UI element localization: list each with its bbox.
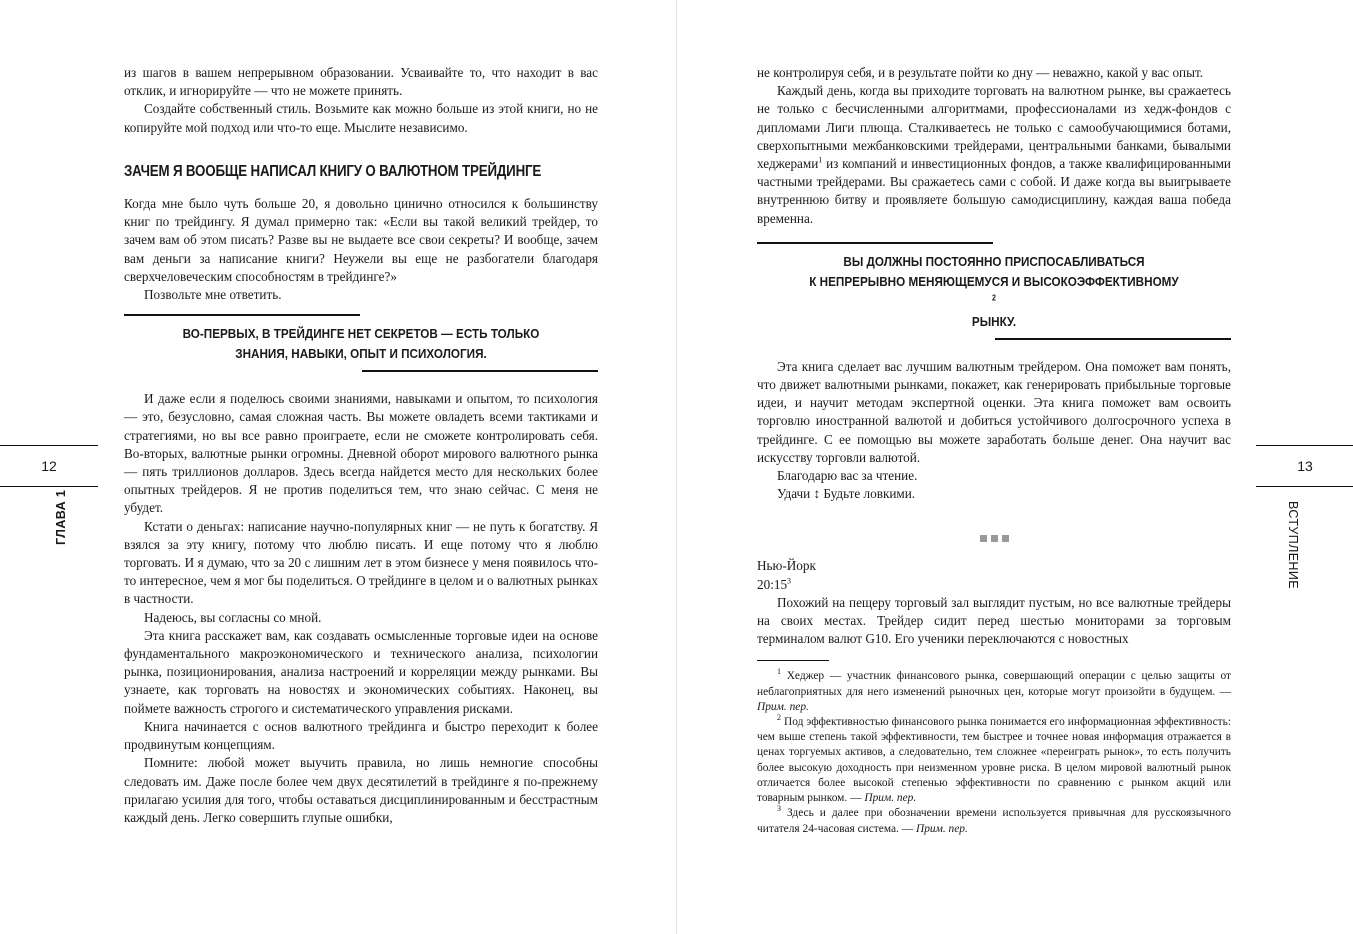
page-gutter [676,0,677,934]
footnote-rule [757,660,829,661]
right-page-text [757,64,1231,837]
left-page-number-block [0,445,98,487]
pull-quote-line: РЫНКУ. [971,313,1017,329]
paragraph: Похожий на пещеру торговый зал выглядит пустым, но все валютные трейдеры на своих местах. Трейдер сидит перед шестью мониторами за торговым терминалом валют G10. Его ученики переключаются с новостных [757,594,1231,647]
footnote: $^1$ Хеджер — участник финансового рынка, совершающий операции с целью защиты от неблагоприятных для него изменений рыночных цен, которые могут произойти в будущем. — Прим. пер. [757,667,1231,713]
pull-quote-bottom-rule [362,370,598,372]
footnote: $^3$ Здесь и далее при обозначении времени используется привычная для русскоязычного читателя 24-часовая система. — Прим. пер. [757,804,1231,835]
running-head-chapter: ГЛАВА 1 [54,489,68,545]
paragraph: Удачи ↕ Будьте ловкими. [777,486,916,502]
paragraph: Позвольте мне ответить. [144,287,282,303]
pull-quote-line: К НЕПРЕРЫВНО МЕНЯЮЩЕМУСЯ И ВЫСОКОЭФФЕКТИВНОМУ [809,273,1179,289]
left-page-text [124,64,598,827]
paragraph: Создайте собственный стиль. Возьмите как можно больше из этой книги, но не копируйте мой подход или что-то еще. Мыслите независимо. [124,101,598,135]
paragraph: И даже если я поделюсь своими знаниями, навыками и опытом, то психология — это, безусловно, самая сложная часть. Вы можете овладеть всеми тактиками и стратегиями, но вы все равно проиграете, если не сможете контролировать себя. Во-вторых, валютные рынки огромны. Дневной оборот мирового валютного рынка — пять триллионов долларов. Здесь всегда найдется место для нескольких более опытных трейдеров. Я не против поделиться тем, что знаю сейчас. С меня не убудет. [124,391,598,516]
footnote-marker: 3 [787,576,792,586]
paragraph: из шагов в вашем непрерывном образовании. Усваивайте то, что находит в вас отклик, и игнорируйте — что не можете принять. [124,65,598,99]
paragraph: Книга начинается с основ валютного трейдинга и быстро переходит к более продвинутым концепциям. [124,718,598,753]
footnote-marker: 2 [992,293,996,303]
footnote: $^2$ Под эффективностью финансового рынка понимается его информационная эффективность: чем выше степень такой эффективности, тем быстрее и точнее новая информация отражается в ценах торгуемых активов, а следовательно, тем сложнее «переиграть рынок», то есть получить более высокую доходность при неизменном уровне риска. В целом мировой валютный рынок отличается более высокой степенью эффективности по сравнению с рынком акций или товарным рынком. — Прим. пер. [757,713,1231,805]
section-separator [757,529,1231,537]
paragraph: Надеюсь, вы согласны со мной. [144,609,322,625]
paragraph: Каждый день, когда вы приходите торговать на валютном рынке, вы сражаетесь не только с бесчисленными алгоритмами, профессионалами из хедж-фондов с дипломами Лиги плюща. Сталкиваетесь не только с самообучающимися ботами, сверхопытными межбанковскими трейдерами, центральными банками, бывалыми хеджерами$^1$ из компаний и инвестиционных фондов, а также квалифицированными частными трейдерами. Вы сражаетесь сами с собой. И даже когда вы выигрываете внутреннюю битву и проявляете большую самодисциплину, каждая ваша победа временна. [757,83,1231,226]
paragraph: Когда мне было чуть больше 20, я довольно цинично относился к большинству книг по трейдингу. Я думал примерно так: «Если вы такой великий трейдер, то зачем вам об этом писать? Разве вы не выдаете все свои секреты? И вообще, зачем вам деньги за написание книги? Неужели вы еще не разбогатели благодаря сверхчеловеческим способностям в трейдинге?» [124,196,598,284]
paragraph: Благодарю вас за чтение. [777,468,918,484]
pull-quote-line: ЗНАНИЯ, НАВЫКИ, ОПЫТ И ПСИХОЛОГИЯ. [235,346,487,362]
pull-quote-bottom-rule [995,338,1231,340]
section-heading: ЗАЧЕМ Я ВООБЩЕ НАПИСАЛ КНИГУ О ВАЛЮТНОМ ТРЕЙДИНГЕ [124,162,542,180]
separator-dot [991,535,998,542]
separator-dot [1002,535,1009,542]
footnote-marker: 1 [818,155,823,165]
paragraph: Эта книга сделает вас лучшим валютным трейдером. Она поможет вам понять, что движет валютными рынками, покажет, как генерировать прибыльные торговые идеи, и научит методам экспертной оценки. Эта книга поможет вам освоить торговлю иностранной валютой и добиться устойчивого долгосрочного успеха в трейдинге. С ее помощью вы можете заработать больше денег. Она научит вас искусству торговли валютой. [757,358,1231,465]
separator-dot [980,535,987,542]
pull-quote [124,314,598,372]
right-page-number-block [1256,445,1353,487]
running-head-section: ВСТУПЛЕНИЕ [1286,501,1300,589]
pull-quote-line: ВЫ ДОЛЖНЫ ПОСТОЯННО ПРИСПОСАБЛИВАТЬСЯ [843,253,1145,269]
pull-quote [757,242,1231,340]
paragraph: Помните: любой может выучить правила, но лишь немногие способны следовать им. Даже после более чем двух десятилетий в трейдинге я по-прежнему прилагаю усилия для того, чтобы оставаться дисциплинированным и бесстрастным каждый день. Легко совершить глупые ошибки, [124,755,598,825]
page-number: 12 [41,458,57,474]
pull-quote-line: ВО-ПЕРВЫХ, В ТРЕЙДИНГЕ НЕТ СЕКРЕТОВ — ЕСТЬ ТОЛЬКО [182,326,540,342]
paragraph: Кстати о деньгах: написание научно-популярных книг — не путь к богатству. Я взялся за эту книгу, потому что люблю писать. И еще потому что я люблю торговать. И я думаю, что за 20 с лишним лет в этом бизнесе у меня появилось что-то интересное, чем я мог бы поделиться. О трейдинге в целом и о валютных рынках в частности. [124,518,598,607]
paragraph: Эта книга расскажет вам, как создавать осмысленные торговые идеи на основе фундаментального макроэкономического и технического анализа, психологии рынка, позиционирования, анализа настроений и корреляции между рынками. Вы узнаете, как торговать на новостях и экономических событиях. Наконец, вы поймете важность строгого и систематического управления рисками. [124,627,598,716]
page-number: 13 [1297,458,1313,474]
place-line: Нью-Йорк [757,558,816,574]
paragraph: не контролируя себя, и в результате пойти ко дну — неважно, какой у вас опыт. [757,65,1204,80]
time-line: $20:15^3$ [757,576,792,592]
